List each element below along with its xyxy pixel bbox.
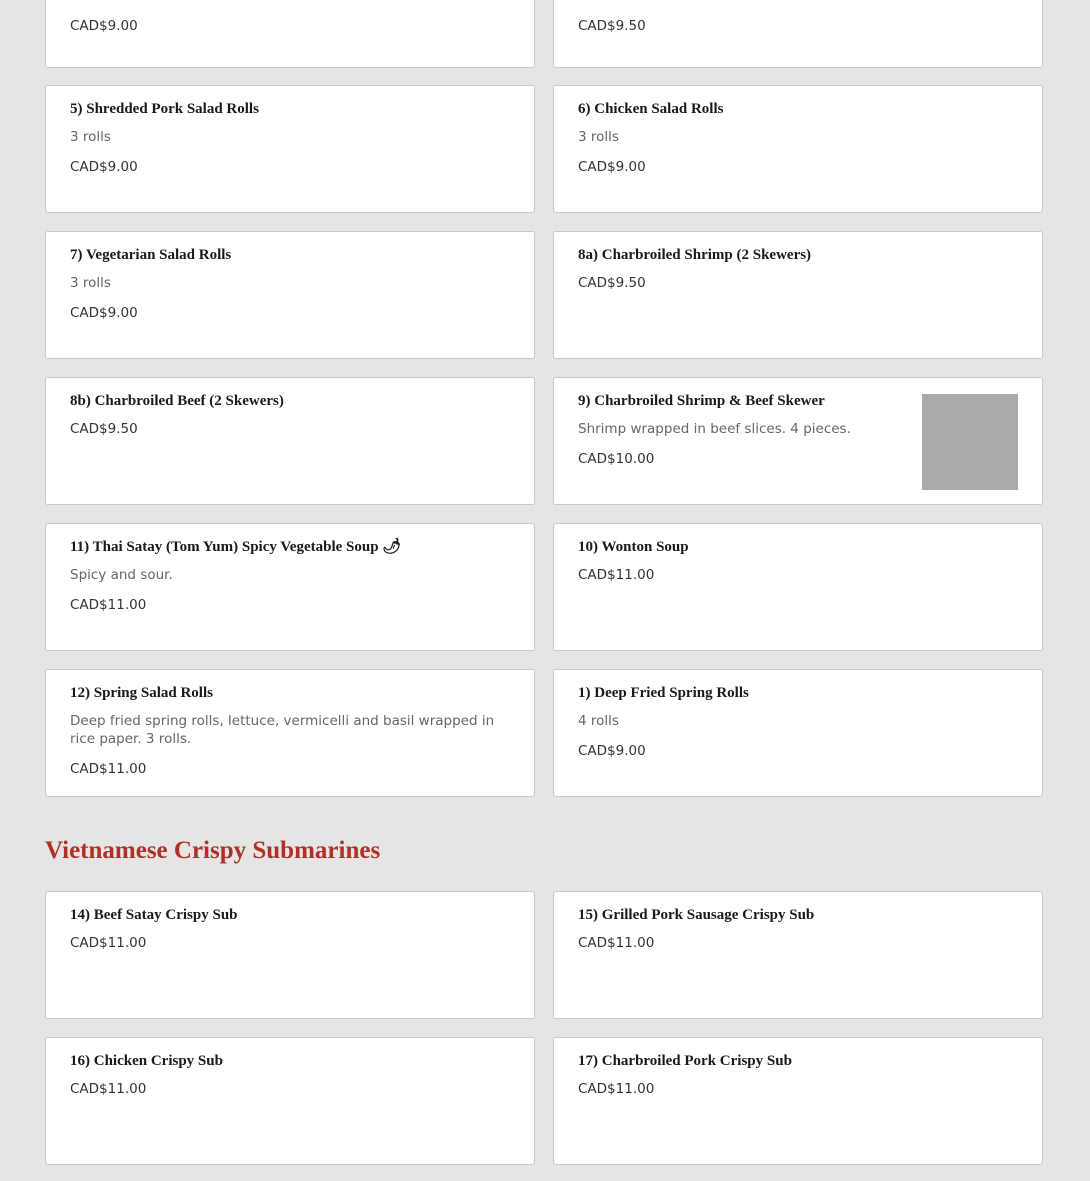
item-title: 17) Charbroiled Pork Crispy Sub <box>578 1053 792 1069</box>
item-price: CAD$9.50 <box>70 421 138 437</box>
item-title: 16) Chicken Crispy Sub <box>70 1053 223 1069</box>
item-title: 12) Spring Salad Rolls <box>70 685 213 701</box>
item-price: CAD$11.00 <box>70 597 147 613</box>
menu-item-card[interactable] <box>45 1037 535 1165</box>
item-price: CAD$9.50 <box>578 275 646 291</box>
item-price: CAD$9.00 <box>578 743 646 759</box>
item-image-placeholder <box>922 394 1018 490</box>
menu-item-card[interactable] <box>553 231 1043 359</box>
item-price: CAD$11.00 <box>578 567 655 583</box>
menu-item-card[interactable] <box>45 891 535 1019</box>
menu-item-card[interactable] <box>553 1037 1043 1165</box>
menu-item-card[interactable] <box>553 377 1043 505</box>
item-description: 3 rolls <box>70 275 111 291</box>
item-description: 4 rolls <box>578 713 619 729</box>
menu-item-card[interactable] <box>45 523 535 651</box>
menu-item-card[interactable] <box>45 231 535 359</box>
menu-item-card[interactable] <box>553 523 1043 651</box>
menu-item-card[interactable] <box>553 85 1043 213</box>
menu-item-card[interactable] <box>45 377 535 505</box>
item-description: 3 rolls <box>70 129 111 145</box>
menu-item-card[interactable] <box>45 0 535 68</box>
item-description: Deep fried spring rolls, lettuce, vermicelli and basil wrapped in rice paper. 3 rolls. <box>70 713 495 747</box>
menu-item-card[interactable] <box>553 0 1043 68</box>
item-description: Spicy and sour. <box>70 567 173 583</box>
menu-item-card[interactable] <box>45 669 535 797</box>
item-price: CAD$11.00 <box>70 1081 147 1097</box>
menu-item-card[interactable] <box>553 669 1043 797</box>
item-price: CAD$11.00 <box>578 1081 655 1097</box>
item-price: CAD$11.00 <box>578 935 655 951</box>
item-title: 5) Shredded Pork Salad Rolls <box>70 101 259 117</box>
item-title: 1) Deep Fried Spring Rolls <box>578 685 749 701</box>
section-heading: Vietnamese Crispy Submarines <box>45 837 381 864</box>
item-description: 3 rolls <box>578 129 619 145</box>
item-price: CAD$11.00 <box>70 761 147 777</box>
menu-item-card[interactable] <box>553 891 1043 1019</box>
item-title: 6) Chicken Salad Rolls <box>578 101 724 117</box>
item-price: CAD$10.00 <box>578 451 655 467</box>
item-title: 11) Thai Satay (Tom Yum) Spicy Vegetable Soup 🌶 <box>70 539 402 555</box>
item-title: 8b) Charbroiled Beef (2 Skewers) <box>70 393 284 409</box>
item-description: Shrimp wrapped in beef slices. 4 pieces. <box>578 421 851 437</box>
item-title: 15) Grilled Pork Sausage Crispy Sub <box>578 907 815 923</box>
item-price: CAD$9.00 <box>578 159 646 175</box>
item-price: CAD$9.50 <box>578 18 646 34</box>
item-title: 7) Vegetarian Salad Rolls <box>70 247 232 263</box>
item-price: CAD$9.00 <box>70 159 138 175</box>
menu-item-card[interactable] <box>45 85 535 213</box>
item-title: 10) Wonton Soup <box>578 539 689 555</box>
item-title: 14) Beef Satay Crispy Sub <box>70 907 238 923</box>
item-price: CAD$11.00 <box>70 935 147 951</box>
item-price: CAD$9.00 <box>70 305 138 321</box>
item-price: CAD$9.00 <box>70 18 138 34</box>
item-title: 9) Charbroiled Shrimp & Beef Skewer <box>578 393 825 409</box>
item-title: 8a) Charbroiled Shrimp (2 Skewers) <box>578 247 812 263</box>
